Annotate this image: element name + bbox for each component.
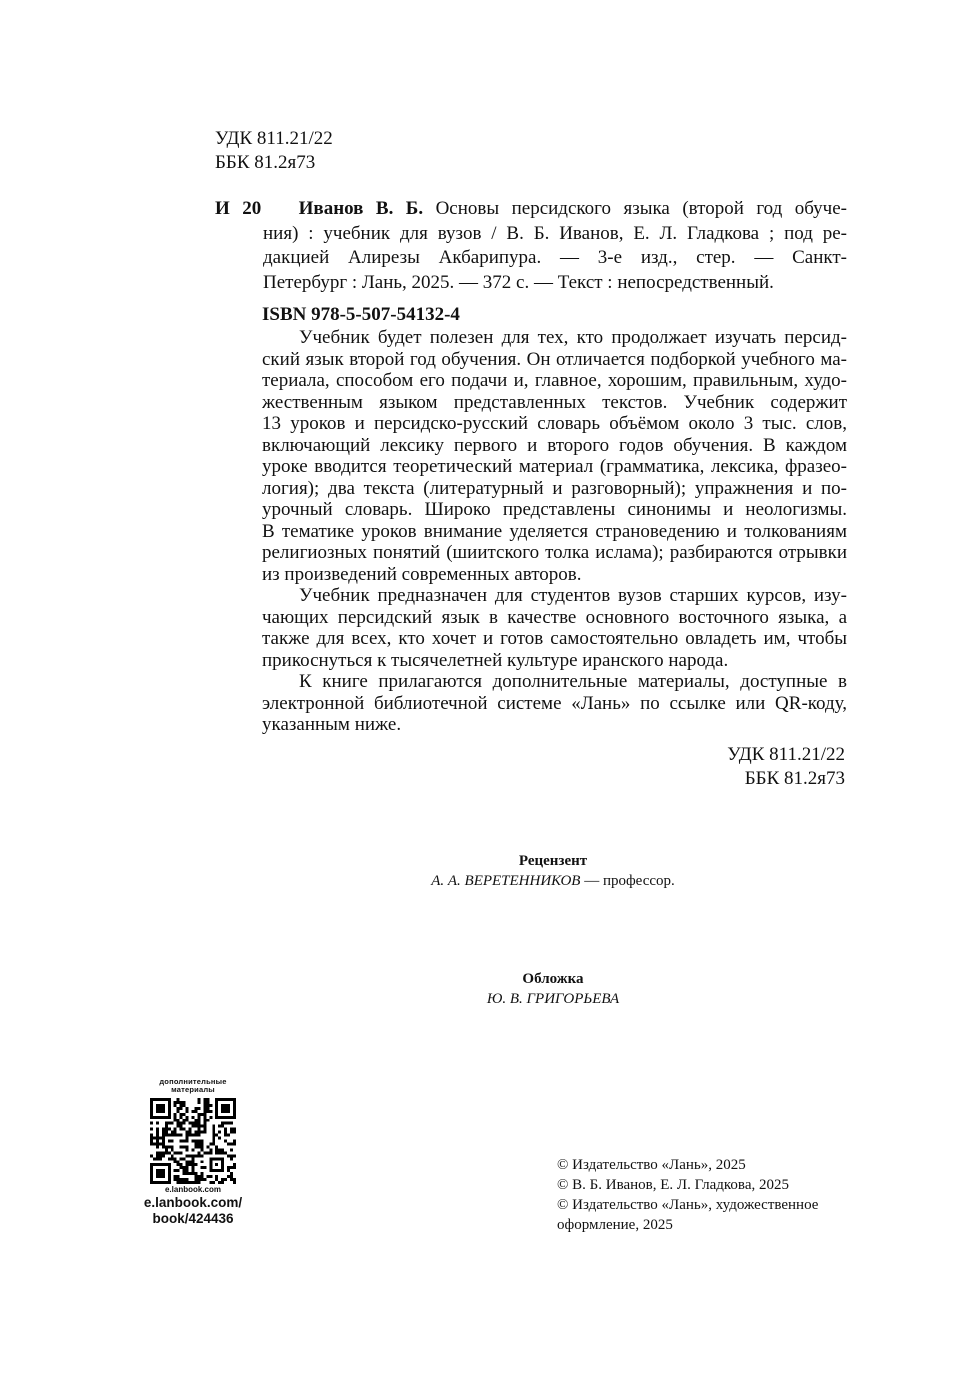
abstract-line: чающих персидский язык в качестве основного восточного языка, а bbox=[262, 606, 847, 628]
entry-line-4: Петербург : Лань, 2025. — 372 с. — Текст : непосредственный. bbox=[263, 271, 774, 293]
cover-block bbox=[390, 969, 716, 1009]
copyright-line: © Издательство «Лань», 2025 bbox=[557, 1157, 746, 1173]
abstract-line: В тематике уроков внимание уделяется страноведению и толкованиям bbox=[262, 520, 847, 542]
abstract-line: К книге прилагаются дополнительные материалы, доступные в bbox=[299, 671, 847, 692]
qr-block[interactable] bbox=[137, 1078, 249, 1227]
copyright-block bbox=[557, 1155, 818, 1235]
entry-line-3: дакцией Алирезы Акбарипура. — 3-е изд., стер. — Санкт- bbox=[263, 247, 847, 268]
abstract-line: включающий лексику первого и второго годов обучения. В каждом bbox=[262, 434, 847, 456]
abstract-line: Учебник будет полезен для тех, кто продолжает изучать персид- bbox=[299, 327, 847, 348]
abstract-line: электронной библиотечной системе «Лань» по ссылке или QR-коду, bbox=[262, 692, 847, 714]
abstract-line: логия); два текста (литературный и разговорный); упражнения и по- bbox=[262, 477, 847, 499]
abstract-line: указанным ниже. bbox=[262, 714, 402, 735]
cover-label: Обложка bbox=[522, 971, 584, 987]
abstract-line: териала, способом его подачи и, главное, хорошим, правильным, худо- bbox=[262, 370, 847, 391]
entry-line-1 bbox=[215, 197, 847, 222]
entry-author: Иванов В. Б. bbox=[298, 198, 424, 219]
qr-url-line-2[interactable]: book/424436 bbox=[152, 1211, 234, 1226]
reviewer-role: — профессор. bbox=[580, 873, 675, 889]
isbn: ISBN 978-5-507-54132-4 bbox=[262, 304, 460, 325]
catalog-entry bbox=[215, 197, 847, 295]
abstract bbox=[262, 327, 847, 736]
abstract-line: жественным языком представленных текстов. Учебник содержит bbox=[262, 391, 847, 413]
reviewer-name: А. А. ВЕРЕТЕННИКОВ bbox=[431, 873, 581, 889]
copyright-line: © В. Б. Иванов, Е. Л. Гладкова, 2025 bbox=[557, 1177, 789, 1193]
abstract-line: уроке вводится теоретический материал (грамматика, лексика, фразео- bbox=[262, 456, 847, 477]
abstract-line: также для всех, кто хочет и готов самостоятельно овладеть им, чтобы bbox=[262, 628, 847, 649]
bbk-bottom: ББК 81.2я73 bbox=[744, 768, 845, 789]
abstract-line: 13 уроков и персидско-русский словарь объёмом около 3 тыс. слов, bbox=[262, 413, 847, 434]
abstract-line: религиозных понятий (шиитского толка ислама); разбираются отрывки bbox=[262, 542, 847, 563]
abstract-line: прикоснуться к тысячелетней культуре иранского народа. bbox=[262, 649, 729, 671]
qr-site: e.lanbook.com bbox=[164, 1185, 221, 1194]
qr-url-line-1[interactable]: e.lanbook.com/ bbox=[143, 1195, 243, 1210]
cover-name: Ю. В. ГРИГОРЬЕВА bbox=[486, 991, 620, 1007]
reviewer-line bbox=[390, 871, 716, 891]
entry-line-2: ния) : учебник для вузов / В. Б. Иванов, Е. Л. Гладкова ; под ре- bbox=[263, 222, 847, 244]
abstract-line: из произведений современных авторов. bbox=[262, 563, 582, 585]
copyright-line: оформление, 2025 bbox=[557, 1217, 673, 1233]
entry-title-start: Основы персидского языка (второй год обуче- bbox=[435, 198, 847, 219]
bbk-top: ББК 81.2я73 bbox=[215, 152, 316, 173]
udk-bottom: УДК 811.21/22 bbox=[727, 744, 845, 765]
qr-code-icon[interactable] bbox=[150, 1098, 236, 1184]
reviewer-block bbox=[390, 851, 716, 891]
qr-title: дополнительные материалы bbox=[159, 1077, 227, 1094]
abstract-line: урочный словарь. Широко представлены синонимы и неологизмы. bbox=[262, 499, 847, 520]
copyright-line: © Издательство «Лань», художественное bbox=[557, 1197, 819, 1213]
abstract-line: ский язык второй год обучения. Он отличается подборкой учебного ма- bbox=[262, 348, 847, 370]
reviewer-label: Рецензент bbox=[518, 853, 588, 869]
classification-bottom bbox=[727, 743, 845, 791]
entry-code: И 20 bbox=[215, 198, 262, 219]
udk-top: УДК 811.21/22 bbox=[215, 128, 333, 149]
abstract-line: Учебник предназначен для студентов вузов старших курсов, изу- bbox=[299, 585, 847, 606]
